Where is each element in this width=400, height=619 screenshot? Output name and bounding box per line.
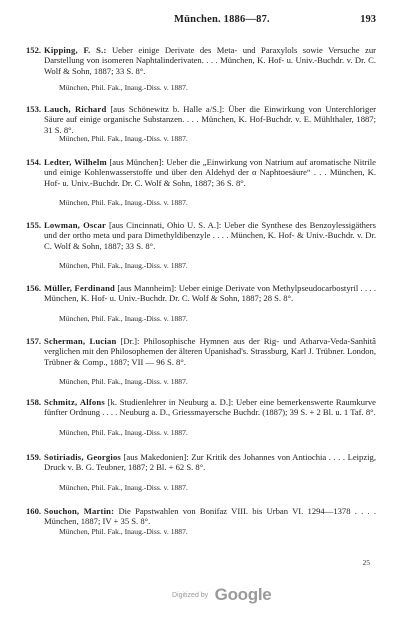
entry-note: München, Phil. Fak., Inaug.-Diss. v. 1887. <box>59 527 188 536</box>
entry-note: München, Phil. Fak., Inaug.-Diss. v. 1887. <box>59 314 188 323</box>
entry-body <box>44 452 376 473</box>
entry-number: 153. <box>26 104 42 114</box>
entry-text: Die Papstwahlen von Bonifaz VIII. bis Urban VI. 1294—1378 . . . . München, 1887; IV + 35 S. 8°. <box>44 506 376 527</box>
entry-author: Scherman, Lucian <box>44 336 117 346</box>
entry-note: München, Phil. Fak., Inaug.-Diss. v. 1887. <box>59 134 188 143</box>
entry-author: Sotiriadis, Georgios <box>44 452 121 462</box>
watermark-prefix: Digitized by <box>172 591 209 599</box>
entry-note: München, Phil. Fak., Inaug.-Diss. v. 1887. <box>59 428 188 437</box>
entry-body <box>44 336 376 367</box>
entry-note: München, Phil. Fak., Inaug.-Diss. v. 1887. <box>59 261 188 270</box>
entry-text: Ueber einige Derivate des Meta- und Paraxylols sowie Versuche zur Darstellung von isomeren Naphtalinderivaten. . . . München, K. Hof- u. Univ.-Buchdr. v. Dr. C. Wolf & Sohn, 1887; 33 S. 8°. <box>44 45 376 76</box>
entry-number: 158. <box>26 397 42 407</box>
entry-number: 155. <box>26 220 42 230</box>
entry-number: 160. <box>26 506 42 516</box>
entry-text: [aus Schönewitz b. Halle a/S.]: Über die Einwirkung von Unterchloriger Säure auf einige organische Substanzen. . . . München, K. Hof-Buchdr. v. E. Mühlthaler, 1887; 31 S. 8°. <box>44 104 376 135</box>
entry-body <box>44 506 376 527</box>
entry-author: Ledter, Wilhelm <box>44 157 107 167</box>
entry-text: [k. Studienlehrer in Neuburg a. D.]: Ueber eine bemerkenswerte Raumkurve fünfter Ordnung . . . . Neuburg a. D., Griessmayersche Buchdr. (1887); 39 S. + 2 Bl. u. 1 Taf. 8°. <box>44 397 376 418</box>
entry-text: [aus Makedonien]: Zur Kritik des Johannes von Antiochia . . . . Leipzig, Druck v. B. G. Teubner, 1887; 2 Bl. + 62 S. 8°. <box>44 452 376 473</box>
entry-body <box>44 220 376 251</box>
entry-number: 154. <box>26 157 42 167</box>
page-header <box>24 14 376 28</box>
entry-note: München, Phil. Fak., Inaug.-Diss. v. 1887. <box>59 198 188 207</box>
entry-note: München, Phil. Fak., Inaug.-Diss. v. 1887. <box>59 377 188 386</box>
entry-text: [aus München]: Ueber die „Einwirkung von Natrium auf aromatische Nitrile und einige Kohlenwasserstoffe und über den Aldehyd der α Naphtoesäure“ . . . München, K. Hof- u. Univ.-Buchdr. Dr. C. Wolf & Sohn, 1887; 36 S. 8°. <box>44 157 376 188</box>
entry-body <box>44 157 376 188</box>
entry-text: [aus Mannheim]: Ueber einige Derivate von Methylpseudocarbostyril . . . . München, K. Hof- u. Univ.-Buchdr. Dr. C. Wolf & Sohn, 1887; 28 S. 8°. <box>44 283 376 304</box>
google-watermark <box>172 585 271 605</box>
entry-number: 156. <box>26 283 42 293</box>
entry-number: 152. <box>26 45 42 55</box>
page-number: 193 <box>360 14 376 25</box>
entry-number: 157. <box>26 336 42 346</box>
entry-body <box>44 104 376 135</box>
entry-author: Lowman, Oscar <box>44 220 107 230</box>
entry-note: München, Phil. Fak., Inaug.-Diss. v. 1887. <box>59 83 188 92</box>
signature-mark: 25 <box>362 558 370 567</box>
entry-author: Kipping, F. S.: <box>44 45 107 55</box>
entry-author: Schmitz, Alfons <box>44 397 105 407</box>
entry-body <box>44 45 376 76</box>
entry-note: München, Phil. Fak., Inaug.-Diss. v. 1887. <box>59 483 188 492</box>
google-logo: Google <box>214 585 272 604</box>
entry-text: [aus Cincinnati, Ohio U. S. A.]: Ueber die Synthese des Benzoylessigäthers und der ortho meta und para Dimethyldibenzyle . . . . München, K. Hof- & Univ.-Buchdr. v. Dr. C. Wolf & Sohn, 1887; 33 S. 8°. <box>44 220 376 251</box>
entry-text: [Dr.]: Philosophische Hymnen aus der Rig- und Atharva-Veda-Sanhitâ verglichen mit den Philosophemen der älteren Upanishad's. Strassburg, Karl J. Trübner. London, Trübner & Comp., 1887; VII — 96 S. 8°. <box>44 336 376 367</box>
entry-author: Müller, Ferdinand <box>44 283 116 293</box>
running-title: München. 1886—87. <box>174 14 270 25</box>
entry-author: Souchon, Martin: <box>44 506 115 516</box>
entry-body <box>44 283 376 304</box>
entry-number: 159. <box>26 452 42 462</box>
entry-body <box>44 397 376 418</box>
entry-author: Lauch, Richard <box>44 104 107 114</box>
